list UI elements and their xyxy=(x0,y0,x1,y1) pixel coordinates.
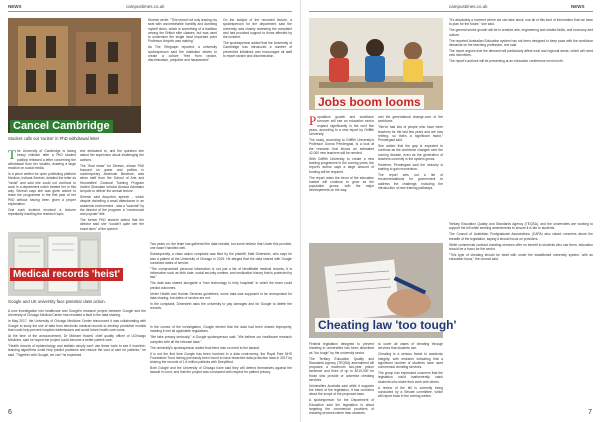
article2-col3 xyxy=(150,325,292,407)
article2-col3-para: Both Google and the University of Chicago have said they will defend themselves against the lawsuit in court, and that the project was conducted with respect for patient privacy. xyxy=(150,366,292,375)
cheating-col2-para: A review of the bill is currently being conducted by a Senate committee, which will report back in the coming weeks. xyxy=(378,385,443,399)
article2-col3-para: The university's spokesperson added that there was no merit to the lawsuit. xyxy=(150,345,260,350)
left-header-rule xyxy=(8,11,292,12)
article1-col1-para: One such incident involved a lecturer repeatedly insulting the research topic xyxy=(8,207,76,217)
article1-col3-para: The spokesperson added that the University of Cambridge has introduced a number of preventive initiatives and encourages all staff to report racism and discrimination. xyxy=(223,41,292,58)
article1-col1 xyxy=(8,149,76,218)
article1-caption: Student calls out 'racism' in PhD withdrawal letter xyxy=(8,136,100,141)
jobs-col2 xyxy=(378,115,443,240)
jobs-col3-para: The reported Australian Education system has not been designed to keep pace with the workforce demands on the teaching profession, she said. xyxy=(449,38,593,47)
jobs-col2-para: The report sets out a list of recommendations for government to address the challenge, including the introduction of new training pathways. xyxy=(378,173,443,190)
jobs-col3-para: The general sector growth will be in creative arts, engineering and related fields, and economy and culture. xyxy=(449,28,593,37)
right-header-section: NEWS xyxy=(571,4,585,9)
cheating-col2 xyxy=(378,342,443,406)
cheating-col3-para: Tertiary Education Quality and Standards Agency (TEQSA), and the universities are working to support the bill while seeking amendments to ensure it is fair to students. xyxy=(449,222,593,231)
jobs-col1-para: With Griffith University to create a new training programme in the coming years, the report's author says a large amount of funding will be required. xyxy=(309,156,374,174)
article1-col2 xyxy=(80,149,144,233)
cheating-col1-para: A spokesperson for the Department of Education said the legislation is about targeting the commercial providers of cheating services rather than students. xyxy=(309,398,374,416)
article2-col2 xyxy=(150,242,292,322)
cheating-col2-para: Cheating is a serious threat to academic integrity, with research indicating that a significant number of students have used commercial cheating services. xyxy=(378,352,443,370)
left-header-site: campustimes.co.uk xyxy=(126,4,165,9)
article2-col1 xyxy=(8,309,146,405)
right-header-site: campustimes.co.uk xyxy=(449,4,488,9)
cheating-col1-para: Universities Australia said while it supports the intent of the legislation, it has concerns about the scope of the proposed laws. xyxy=(309,383,374,397)
article2-col3-para: "We take privacy seriously," a Google spokesperson said. "We believe our healthcare research complies with all the relevant laws." xyxy=(150,335,292,344)
jobs-col1 xyxy=(309,115,374,240)
cheating-col3-para: The Council of Australian Postgraduate Associations (CAPA) also raised concerns about the breadth of the legislation, saying it should focus on providers. xyxy=(449,232,593,241)
article2-col2-para: "The compromised personal information is not just a list of identifiable medical records; it is information such as birth date, social security number, and medication history that is protected by law." xyxy=(150,266,292,280)
article2-col2-para: Under Health and Human Services guidelines, some data was supposed to be anonymised for data sharing; but dates of service are not. xyxy=(150,291,292,300)
jobs-col1-para: The study, according to Griffith University's Professor Donna Pendergast, is a look at the research that shows an estimated 42,000 new teachers will be needed. xyxy=(309,138,374,155)
cheating-col1-para: Federal legislation designed to prevent cheating in universities has been described as "too tough" by the university sector. xyxy=(309,342,374,355)
jobs-headline: Jobs boom looms xyxy=(315,95,424,109)
cheating-col3-para: "This type of cheating should be dealt with under the established university system, with an education focus," the council said. xyxy=(449,252,593,262)
article1-col3-para: As The Telegraph reported, a university spokesperson said the institution strives to create a culture "free from racism, discrimination, prejudice and harassment". xyxy=(148,45,217,63)
cheating-headline: Cheating law 'too tough' xyxy=(315,318,459,332)
jobs-col3-para: The report argues that the demand will particularly affect rural and regional areas, which will need new incentives. xyxy=(449,48,593,58)
article2-col3-para: It is not the first time Google has been involved in a data controversy, the Royal Free NHS Foundation Trust having previously been found to have breached data protection laws in 2017 by sharing the records of 1.6 million patients with DeepMind. xyxy=(150,351,292,365)
records-illustration xyxy=(8,232,101,296)
article1-col2-para: she dedicated to, and the question she asked her supervisor about challenging the authors. xyxy=(80,149,144,162)
article2-headline: Medical records 'heist' xyxy=(10,268,123,281)
right-page xyxy=(300,0,600,422)
cheating-col1 xyxy=(309,342,374,416)
jobs-col3-para: The report's authors will be presenting at an education conference next month. xyxy=(449,59,564,64)
right-page-number: 7 xyxy=(588,409,592,416)
article2-col1-para: "Health records of epidemiology and statistic simply can't use these tools to see if machine-learning algorithms could help predict problems and reduce the cost of care for patients," he said. "Together with Google, we can" he explained. xyxy=(8,344,146,357)
jobs-col2-para: However, Pendergast said the industry is starting to gain momentum. xyxy=(378,162,443,172)
article1-headline: Cancel Cambridge xyxy=(10,120,113,133)
jobs-col1-para: The report notes the trend of the education market will continue to grow as the population grows, with the major developments on the way. xyxy=(309,175,374,193)
article2-col2-para: Two years on, the team has gathered the data needed, but some believe that Under this provider, one wasn't handled well. xyxy=(150,242,292,251)
article1-col3 xyxy=(148,18,292,238)
cheating-col1-para: The Tertiary Education Quality and Standards Agency (TEQSA) amendment bill proposes a maximum two-year prison sentence and fines of up to $210,000 for those who provide or advertise cheating services. xyxy=(309,356,374,382)
article2-col2-para: In the complaint, Dinerstein asks the university to pay damages and for Google to delete the records. xyxy=(150,301,292,311)
jobs-col2-para: and the generational change-over of the workforce. xyxy=(378,115,443,124)
jobs-col1-para: Population growth and workforce turnover will see an education sector expand significantly in the next five years, according to a new report by Griffith University. xyxy=(309,113,374,136)
article1-col2-para: The former PhD student added that the director said she "couldn't quite see the exact aims" of the speech. xyxy=(80,218,144,231)
building-illustration xyxy=(8,18,141,133)
medical-records-photo xyxy=(8,232,101,296)
jobs-col3-para: "It's absolutely a moment where we can take stock, use all of this kind of information that we have to plan for the future," she said. xyxy=(449,18,593,27)
left-page-number: 6 xyxy=(8,409,12,416)
cambridge-building-photo xyxy=(8,18,141,133)
article1-col3-para: Seresin wrote: "This meant not only leaving my seat with uncomfortable humility and dumbing myself down, which is something of a tradition among the British elite classes, but was used to undermine the single most important point Professor Ampofo was making." xyxy=(148,18,217,44)
cheating-col2-para: The group has expressed concerns that the legislation could inadvertently catch students who share their work with others. xyxy=(378,371,443,384)
cheating-col2-para: to cover all cases of cheating through services that students use. xyxy=(378,342,443,351)
article2-col1-para: At the time of the announcement, Dr Michael Howell, chief quality officer of UChicago Medicine, said he hoped the project could become a better patient care. xyxy=(8,333,146,343)
article2-col2-para: Subsequently, a class action complaint was filed by the plaintiff, Matt Dinerstein, who says he was a patient at the University of Chicago in 2015. He alleged that the data shared with Google contained dates of service. xyxy=(150,252,292,265)
article2-caption: Google and UK university face potential class action. xyxy=(8,299,106,304)
cheating-col3 xyxy=(449,222,593,407)
article2-col3-para: In the course of the investigation, Google denied that the data had been shared improperly, insisting it met all applicable regulations. xyxy=(150,325,292,334)
article2-col1-para: In May 2017, the University of Chicago Medicine Center announced it was collaborating with Google to study the use of data from electronic medical records to develop predictive models that could help prevent hospital readmissions and avoid future health care costs. xyxy=(8,319,146,332)
cheating-col3-para: While commercial contract cheating services offer no benefit to students who use them, education should be a focus for the sector. xyxy=(449,242,593,251)
jobs-col3 xyxy=(449,18,593,218)
right-header-rule xyxy=(309,11,593,12)
article1-col3-para: On the subject of the recorded lecture, a spokesperson for the department said the university was closely reviewing the complaint and had provided support to those affected by the incident. xyxy=(223,18,292,39)
article1-col2-para: Seresin said Ampofo's speech - which despite dwindling a small attendance in an academic environment - was a "scandal" by the director of the program: a "commercial and popular" title. xyxy=(80,195,144,217)
jobs-col2-para: She added that the gap is expected to continue as the workforce changes over the coming decade, even as the generation of teachers currently in the system grows. xyxy=(378,144,443,161)
article1-col1-para: In a piece written for open publishing platform Medium, Indiana Seresin, detailed the letter as "racist" and said she could not continue to work in a department which treated her in this way. Seresin says she was given advice to leave the programme in the first year of her PhD without having been given a proper explanation. xyxy=(8,172,76,206)
article1-col2-para: The "final straw" for Seresin, whose PhD focused on queer and politics in contemporary American literature, was when staff from the School of Arts and Humanities' Doctoral Training Program invited Ghanaian scholar Akosua Adomako Ampofo to deliver the annual lecture. xyxy=(80,163,144,194)
article1-col1-para: The University of Cambridge is facing heavy criticism after a PhD student publicly released a letter concerning the withdrawal from her studies, drawing a large reaction on social media. xyxy=(8,147,76,170)
article2-col2-para: The data was shared alongside a "new technology to help hospitals" in which the team could predict outcomes. xyxy=(150,281,292,290)
jobs-col2-para: "We've had lots of people who have been teachers for the last few years and are now retiring, so that's a significant factor," Pendergast said. xyxy=(378,125,443,143)
article2-col1-para: A new investigation into healthcare and Google's research project between Google and the University of Chicago Medical Center has revealed a fault in the data sharing. xyxy=(8,309,146,318)
left-header-section: NEWS xyxy=(8,4,22,9)
